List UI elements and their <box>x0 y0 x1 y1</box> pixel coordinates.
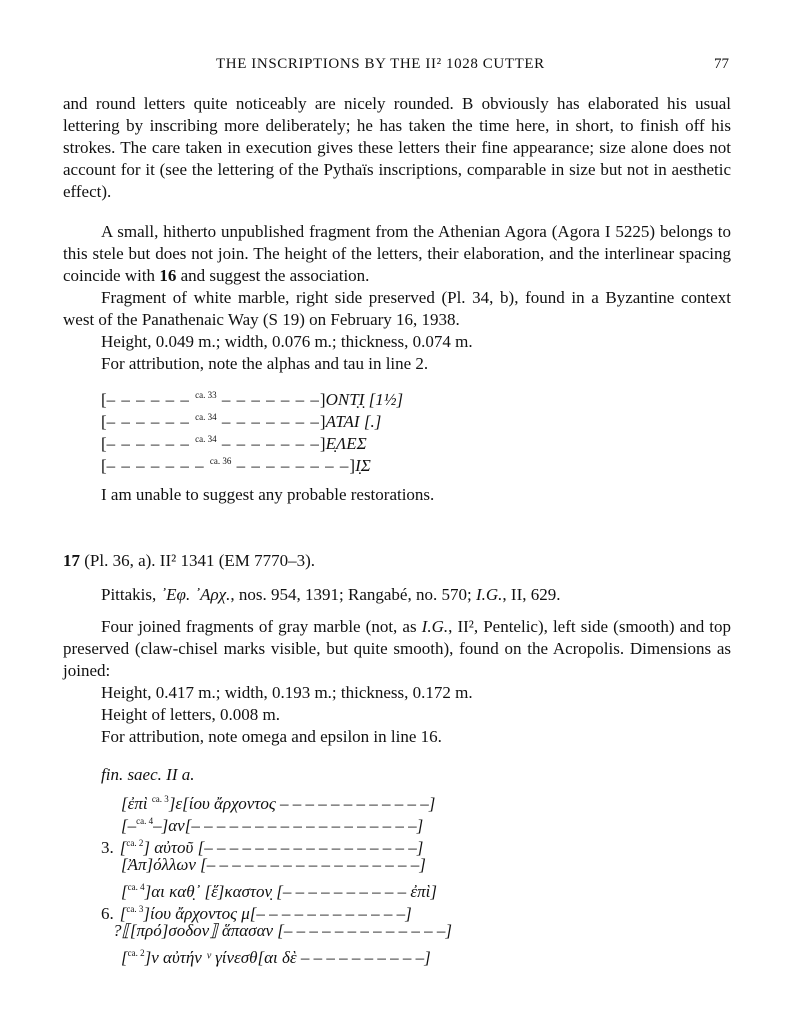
entry-dimensions: Height, 0.417 m.; width, 0.193 m.; thickness, 0.172 m. <box>101 683 473 702</box>
entry-17-heading: 17 (Pl. 36, a). II² 1341 (EM 7770–3). <box>63 551 316 570</box>
entry-number: 17 <box>63 551 80 570</box>
running-title: THE INSCRIPTIONS BY THE II² 1028 CUTTER <box>216 56 545 72</box>
fragment-attribution: For attribution, note the alphas and tau in line 2. <box>101 354 429 373</box>
paragraph-marble-description: Four joined fragments of gray marble (not, as I.G., II², Pentelic), left side (smooth) and top preserved (claw-chisel marks visible, but quite smooth), found on the Acropolis. Dimensions as joined: <box>63 617 732 680</box>
paragraph-agora-fragment: A small, hitherto unpublished fragment from the Athenian Agora (Agora I 5225) belongs to this stele but does not join. The height of the letters, their elaboration, and the interlinear spacing coincide with 16 and suggest the association. Fragment of white marble, right side preserved (Pl. 34, b), found in a Byzantine context west of the Panathenaic Way (S 19) on February 16, 1938. <box>63 222 731 329</box>
no-restoration-note: I am unable to suggest any probable restorations. <box>101 485 435 504</box>
entry-attribution: For attribution, note omega and epsilon in line 16. <box>101 727 442 746</box>
inscription-line-6: 6. [$^{ca. 3}$]ίου ἄρχοντος μ[– – – – – – – – – – – –] <box>101 904 412 923</box>
letter-height: Height of letters, 0.008 m. <box>101 705 280 724</box>
inscription-line-5: [$^{ca. 4}$]αι καθ̣᾽ [ἕ]καστον̣ [– – – – – – – – – – ἐπὶ] <box>121 882 437 901</box>
inscription-line-8: [$^{ca. 2}$]ν αὐτήν ᵛ γίνεσθ[αι δὲ – – – – – – – – – –] <box>121 948 431 967</box>
line-number: 6. <box>101 904 114 923</box>
fragment-line-4: [– – – – – – – $^{ca. 36}$ – – – – – – – –]Ι̣Σ <box>101 456 371 475</box>
inscription-line-7: ?⟦[πρό]σοδον⟧ ἅπασαν [– – – – – – – – – – – – –] <box>113 921 453 940</box>
inscription-line-2: [–$^{ca. 4}$–]αν[– – – – – – – – – – – – – – – – – –] <box>121 816 424 835</box>
inscription-line-3: 3. [$^{ca. 2}$] αὐτοῦ [– – – – – – – – – – – – – – – – –] <box>101 838 424 857</box>
inscription-line-1: [ἐπὶ $^{ca. 3}$]ε[ίου ἄρχοντος – – – – – – – – – – – –] <box>121 794 436 813</box>
fragment-line-1: [– – – – – – $^{ca. 33}$ – – – – – – –]ΟΝΤ̣Ι̣ [1½] <box>101 390 404 409</box>
inscription-date: fin. saec. II a. <box>101 765 195 784</box>
paragraph-lettering-discussion: and round letters quite noticeably are nicely rounded. B obviously has elaborated his usual lettering by inscribing more deliberately; he has taken the time here, in short, to finish off his strokes. The care taken in execution gives these letters their fine appearance; size alone does not account for it (see the lettering of the Pythaïs inscriptions, comparable in size but not in aesthetic effect). <box>63 94 731 201</box>
page-number: 77 <box>714 56 729 72</box>
entry-reference-16: 16 <box>159 266 177 285</box>
bibliography: Pittakis, ᾽Εφ. ᾽Αρχ., nos. 954, 1391; Rangabé, no. 570; I.G., II, 629. <box>101 585 561 604</box>
fragment-line-3: [– – – – – – $^{ca. 34}$ – – – – – – –]Ε̣ΛΕΣ <box>101 434 367 453</box>
running-header <box>0 56 792 80</box>
inscription-line-4: [Ἀπ]όλλων [– – – – – – – – – – – – – – – – –] <box>121 855 426 874</box>
line-number: 3. <box>101 838 114 857</box>
fragment-description: Fragment of white marble, right side preserved (Pl. 34, b), found in a Byzantine context west of the Panathenaic Way (S 19) on February 16, 1938. <box>63 288 731 329</box>
fragment-line-2: [– – – – – – $^{ca. 34}$ – – – – – – –]ΑΤΑΙ [.] <box>101 412 382 431</box>
fragment-dimensions: Height, 0.049 m.; width, 0.076 m.; thickness, 0.074 m. <box>101 332 473 351</box>
